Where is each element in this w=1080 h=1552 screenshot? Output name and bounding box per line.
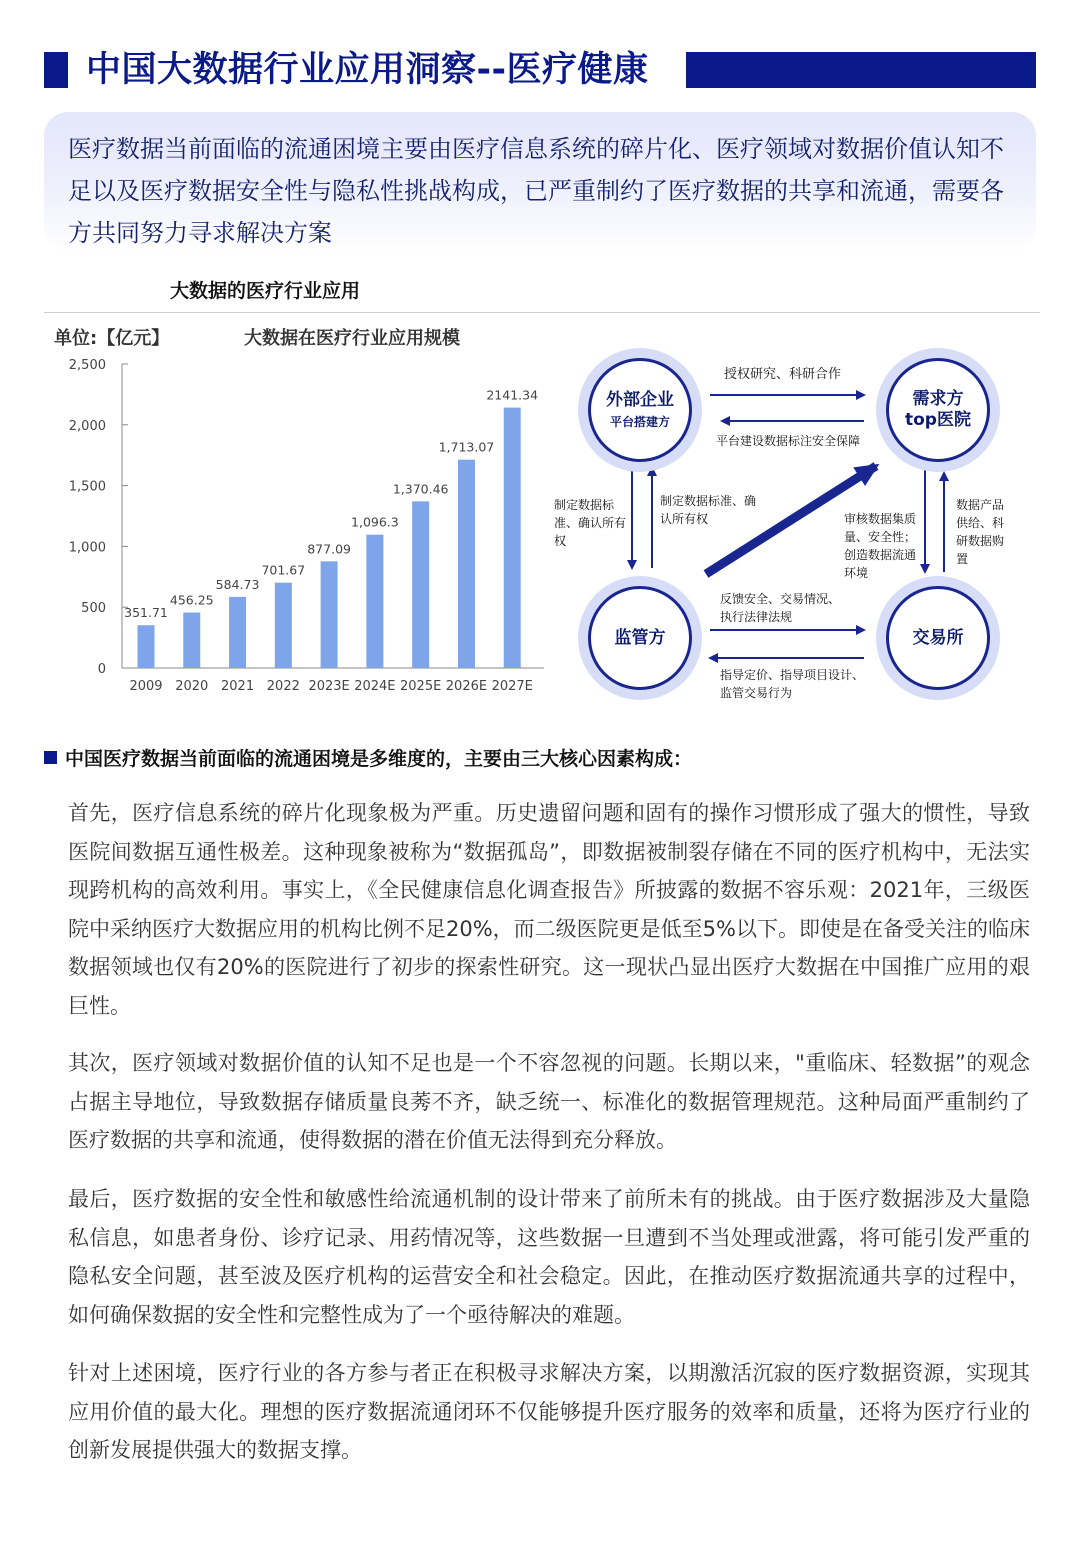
data-label-2025E: 1,370.46	[392, 481, 449, 497]
section-square-icon	[44, 751, 57, 764]
y-tick-label: 2,500	[68, 358, 106, 373]
section-heading-text: 中国医疗数据当前面临的流通困境是多维度的，主要由三大核心因素构成：	[65, 748, 693, 770]
data-label-2024E: 1,096.3	[351, 514, 399, 530]
bar-2022	[275, 583, 292, 668]
x-tick-label: 2024E	[354, 679, 396, 694]
bar-2027E	[504, 408, 521, 668]
bar-2026E	[458, 460, 475, 668]
data-label-2022: 701.67	[261, 562, 306, 578]
node-external-main: 外部企业	[606, 390, 674, 410]
label-authorized-research: 授权研究、科研合作	[724, 367, 842, 382]
page-title: 中国大数据行业应用洞察--医疗健康	[86, 50, 649, 90]
node-regulator	[588, 586, 692, 690]
node-demand-hospital	[886, 358, 990, 462]
data-label-2020: 456.25	[169, 592, 214, 608]
y-tick-label: 1,500	[68, 479, 106, 495]
x-tick-label: 2027E	[491, 679, 533, 694]
data-label-2009: 351.71	[124, 605, 168, 621]
bar-2025E	[412, 501, 429, 668]
chart-title: 大数据在医疗行业应用规模	[244, 328, 460, 349]
node-exchange-main: 交易所	[912, 627, 964, 648]
y-tick-label: 1,000	[68, 540, 106, 556]
title-accent-bar	[686, 52, 1036, 88]
chart-section-title: 大数据的医疗行业应用	[170, 280, 361, 302]
paragraph-1: 首先，医疗信息系统的碎片化现象极为严重。历史遗留问题和固有的操作习惯形成了强大的惯性，导致医院间数据互通性极差。这种现象被称为“数据孤岛”，即数据被制裂存储在不同的医疗机构中，无法实现跨机构的高效利用。事实上，《全民健康信息化调查报告》所披露的数据不容乐观：2021年，三级医院中采纳医疗大数据应用的机构比例不足20%，而二级医院更是低至5%以下。即使是在备受关注的临床数据领域也仅有20%的医院进行了初步的探索性研究。这一现状凸显出医疗大数据在中国推广应用的艰巨性。	[68, 801, 1030, 1018]
data-label-2023E: 877.09	[307, 541, 351, 557]
label-platform-build: 平台建设数据标注安全保障	[716, 434, 861, 448]
x-tick-label: 2025E	[400, 679, 442, 694]
x-tick-label: 2026E	[445, 679, 488, 694]
node-demand-main: 需求方	[912, 389, 964, 409]
title-accent-block	[44, 52, 68, 88]
bar-2021	[229, 597, 246, 668]
summary-text: 医疗数据当前面临的流通困境主要由医疗信息系统的碎片化、医疗领域对数据价值认知不足以及医疗数据安全性与隐私性挑战构成，已严重制约了医疗数据的共享和流通，需要各方共同努力寻求解决方案	[68, 135, 1004, 247]
paragraph-4: 针对上述困境，医疗行业的各方参与者正在积极寻求解决方案，以期激活沉寂的医疗数据资源，实现其应用价值的最大化。理想的医疗数据流通闭环不仅能够提升医疗服务的效率和质量，还将为医疗行业的创新发展提供强大的数据支撑。	[68, 1361, 1030, 1462]
label-standards-left: 制定数据标准、确认所有权	[554, 498, 627, 548]
section-heading	[44, 744, 692, 771]
x-tick-label: 2021	[221, 679, 255, 694]
data-flow-diagram	[550, 340, 1050, 710]
label-data-supply: 数据产品供给、科研数据购置	[956, 498, 1005, 566]
data-label-2021: 584.73	[215, 576, 260, 592]
section-divider	[44, 312, 1040, 313]
node-regulator-main: 监管方	[614, 627, 666, 648]
data-label-2027E: 2141.34	[486, 387, 539, 403]
paragraph-2: 其次，医疗领域对数据价值的认知不足也是一个不容忽视的问题。长期以来，"重临床、轻数据”的观念占据主导地位，导致数据存储质量良莠不齐，缺乏统一、标准化的数据管理规范。这种局面严重制约了医疗数据的共享和流通，使得数据的潜在价值无法得到充分释放。	[68, 1051, 1030, 1152]
bar-2020	[183, 613, 200, 668]
node-external-sub: 平台搭建方	[609, 415, 670, 429]
x-tick-label: 2023E	[308, 679, 350, 694]
bar-chart	[54, 352, 554, 702]
y-tick-label: 500	[81, 601, 106, 617]
node-exchange	[886, 586, 990, 690]
bar-2023E	[321, 561, 338, 668]
page-header	[44, 48, 1036, 92]
bar-2009	[138, 625, 155, 668]
x-tick-label: 2009	[129, 679, 163, 694]
node-external-enterprise	[588, 358, 692, 462]
label-standards-right: 制定数据标准、确认所有权	[660, 494, 757, 526]
label-review-dataset: 审核数据集质量、安全性；创造数据流通环境	[844, 512, 917, 580]
x-tick-label: 2020	[175, 679, 209, 694]
y-tick-label: 0	[97, 662, 106, 677]
label-guide-pricing: 指导定价、指导项目设计、监管交易行为	[720, 668, 865, 700]
summary-box	[44, 112, 1036, 252]
bar-2024E	[366, 535, 383, 668]
x-tick-label: 2022	[266, 679, 300, 694]
chart-unit-label: 单位:【亿元】	[54, 328, 170, 349]
y-tick-label: 2,000	[68, 418, 106, 434]
label-feedback-security: 反馈安全、交易情况、执行法律法规	[720, 592, 841, 624]
paragraph-3: 最后，医疗数据的安全性和敏感性给流通机制的设计带来了前所未有的挑战。由于医疗数据涉及大量隐私信息，如患者身份、诊疗记录、用药情况等，这些数据一旦遭到不当处理或泄露，将可能引发严重的隐私安全问题，甚至波及医疗机构的运营安全和社会稳定。因此，在推动医疗数据流通共享的过程中，如何确保数据的安全性和完整性成为了一个亟待解决的难题。	[68, 1187, 1030, 1327]
node-demand-sub: top医院	[905, 410, 971, 430]
data-label-2026E: 1,713.07	[438, 439, 495, 455]
